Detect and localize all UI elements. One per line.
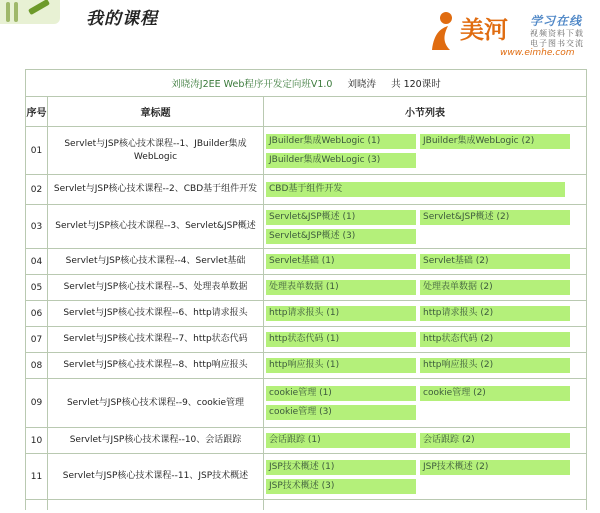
lesson-grid [266, 433, 584, 448]
chapter-number: 11 [26, 454, 48, 500]
pen-icon [28, 0, 50, 15]
lesson-link[interactable]: Servlet&JSP概述 (1) [266, 210, 416, 225]
course-hours: 共 120课时 [391, 79, 441, 90]
notebook-ring-icon [14, 2, 18, 22]
chapter-title: Servlet与JSP核心技术课程--10、会话跟踪 [48, 428, 264, 454]
chapter-title: Servlet与JSP核心技术课程--1、JBuilder集成WebLogic [48, 127, 264, 175]
course-teacher: 刘晓涛 [347, 79, 377, 90]
column-header-lessons: 小节列表 [264, 97, 587, 127]
lesson-list [264, 379, 587, 428]
lesson-list [264, 454, 587, 500]
lesson-link[interactable]: http响应报头 (2) [420, 358, 570, 373]
lesson-link[interactable]: http请求报头 (2) [420, 306, 570, 321]
chapter-title: Servlet与JSP核心技术课程--7、http状态代码 [48, 327, 264, 353]
site-logo[interactable] [422, 4, 598, 60]
lesson-link[interactable]: 会话跟踪 (2) [420, 433, 570, 448]
lesson-link[interactable]: http状态代码 (2) [420, 332, 570, 347]
lesson-grid [266, 358, 584, 373]
lesson-grid [266, 182, 584, 197]
page-title: 我的课程 [86, 9, 158, 29]
lesson-link[interactable]: JBuilder集成WebLogic (1) [266, 134, 416, 149]
table-row [26, 353, 587, 379]
lesson-link[interactable]: cookie管理 (2) [420, 386, 570, 401]
logo-url: www.eimhe.com [500, 48, 575, 58]
lesson-list [264, 428, 587, 454]
chapter-title: Servlet与JSP核心技术课程--9、cookie管理 [48, 379, 264, 428]
notebook-ring-icon [6, 2, 10, 22]
lesson-grid [266, 332, 584, 347]
lesson-list [264, 327, 587, 353]
table-cell-partial [26, 500, 48, 511]
chapter-number: 04 [26, 249, 48, 275]
chapter-number: 10 [26, 428, 48, 454]
logo-subtitle-2: 电子图书交流 [530, 39, 584, 48]
lesson-grid [266, 306, 584, 321]
table-cell-partial [48, 500, 264, 511]
chapter-title: Servlet与JSP核心技术课程--8、http响应报头 [48, 353, 264, 379]
chapter-title: Servlet与JSP核心技术课程--11、JSP技术概述 [48, 454, 264, 500]
chapter-title: Servlet与JSP核心技术课程--6、http请求报头 [48, 301, 264, 327]
chapter-title: Servlet与JSP核心技术课程--5、处理表单数据 [48, 275, 264, 301]
lesson-link[interactable]: JBuilder集成WebLogic (3) [266, 153, 416, 168]
column-header-num: 序号 [26, 97, 48, 127]
chapter-title: Servlet与JSP核心技术课程--4、Servlet基础 [48, 249, 264, 275]
chapter-number: 03 [26, 205, 48, 249]
table-row [26, 205, 587, 249]
chapter-number: 05 [26, 275, 48, 301]
chapter-number: 06 [26, 301, 48, 327]
table-row [26, 428, 587, 454]
table-row [26, 454, 587, 500]
lesson-list [264, 127, 587, 175]
lesson-list [264, 353, 587, 379]
column-header-chapter: 章标题 [48, 97, 264, 127]
table-row [26, 327, 587, 353]
lesson-link[interactable]: JSP技术概述 (3) [266, 479, 416, 494]
table-row [26, 175, 587, 205]
lesson-list [264, 249, 587, 275]
lesson-link[interactable]: cookie管理 (1) [266, 386, 416, 401]
chapter-number: 01 [26, 127, 48, 175]
chapter-number: 08 [26, 353, 48, 379]
lesson-grid [266, 254, 584, 269]
table-row [26, 249, 587, 275]
lesson-link[interactable]: JSP技术概述 (1) [266, 460, 416, 475]
notebook-icon [0, 0, 60, 24]
lesson-list [264, 301, 587, 327]
lesson-grid [266, 280, 584, 295]
lesson-link[interactable]: 会话跟踪 (1) [266, 433, 416, 448]
course-name: 刘晓涛J2EE Web程序开发定向班V1.0 [171, 79, 333, 90]
lesson-link[interactable]: CBD基于组件开发 [266, 182, 565, 197]
lesson-grid [266, 460, 584, 494]
lesson-grid [266, 134, 584, 168]
lesson-link[interactable]: Servlet基础 (2) [420, 254, 570, 269]
lesson-link[interactable]: 处理表单数据 (2) [420, 280, 570, 295]
table-row [26, 301, 587, 327]
lesson-list [264, 275, 587, 301]
table-cell-partial [264, 500, 587, 511]
course-table [25, 69, 587, 510]
lesson-list [264, 175, 587, 205]
lesson-link[interactable]: JBuilder集成WebLogic (2) [420, 134, 570, 149]
chapter-number: 02 [26, 175, 48, 205]
lesson-link[interactable]: 处理表单数据 (1) [266, 280, 416, 295]
logo-emblem-icon [428, 10, 458, 54]
lesson-link[interactable]: cookie管理 (3) [266, 405, 416, 420]
chapter-number: 09 [26, 379, 48, 428]
table-row-partial [26, 500, 587, 511]
lesson-link[interactable]: http响应报头 (1) [266, 358, 416, 373]
lesson-list [264, 205, 587, 249]
lesson-link[interactable]: Servlet基础 (1) [266, 254, 416, 269]
logo-subtitle-1: 视频资料下载 [530, 29, 584, 38]
table-row [26, 127, 587, 175]
table-row [26, 379, 587, 428]
table-row [26, 275, 587, 301]
lesson-link[interactable]: Servlet&JSP概述 (3) [266, 229, 416, 244]
logo-brand: 美河 [460, 15, 508, 44]
lesson-link[interactable]: http请求报头 (1) [266, 306, 416, 321]
lesson-grid [266, 386, 584, 420]
chapter-number: 07 [26, 327, 48, 353]
course-info [26, 70, 587, 97]
course-info-row [26, 70, 587, 97]
page-header [0, 0, 600, 62]
chapter-title: Servlet与JSP核心技术课程--2、CBD基于组件开发 [48, 175, 264, 205]
chapter-title: Servlet与JSP核心技术课程--3、Servlet&JSP概述 [48, 205, 264, 249]
logo-slogan: 学习在线 [530, 14, 583, 28]
table-header-row [26, 97, 587, 127]
lesson-link[interactable]: Servlet&JSP概述 (2) [420, 210, 570, 225]
lesson-grid [266, 210, 584, 244]
lesson-link[interactable]: JSP技术概述 (2) [420, 460, 570, 475]
lesson-link[interactable]: http状态代码 (1) [266, 332, 416, 347]
